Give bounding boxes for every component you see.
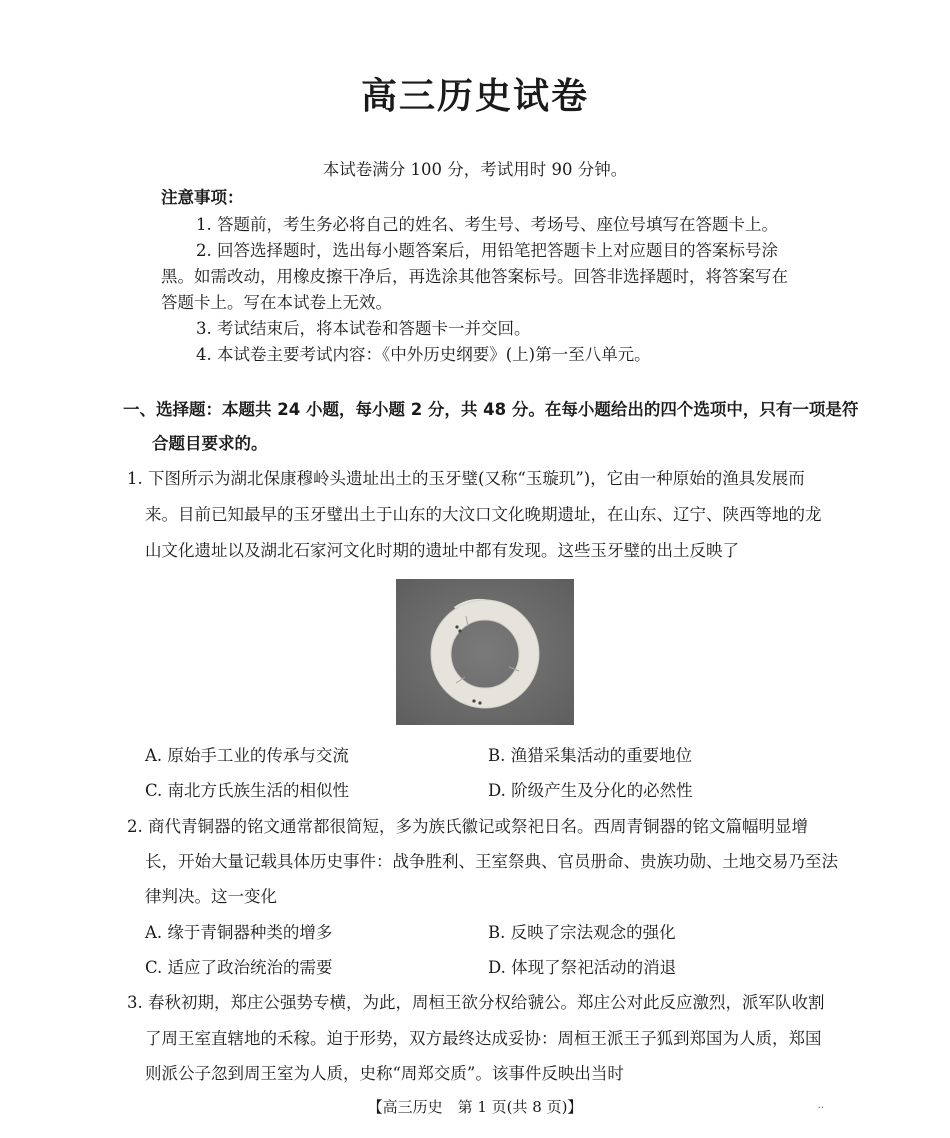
option-d[interactable]: D. 阶级产生及分化的必然性 <box>488 781 693 800</box>
jade-bi-image <box>396 579 574 725</box>
section-heading-cont: 合题目要求的。 <box>152 434 268 453</box>
question-3-text: 3. 春秋初期，郑庄公强势专横，为此，周桓王欲分权给虢公。郑庄公对此反应激烈，派军队收割 <box>127 993 825 1012</box>
notice-heading: 注意事项： <box>161 188 244 207</box>
section-heading: 一、选择题：本题共 24 小题，每小题 2 分，共 48 分。在每小题给出的四个选项中，只有一项是符 <box>123 400 859 419</box>
page-title: 高三历史试卷 <box>360 76 589 117</box>
option-c[interactable]: C. 南北方氏族生活的相似性 <box>145 781 350 800</box>
jade-bi-photo <box>396 579 574 725</box>
question-2-text: 长，开始大量记载具体历史事件：战争胜利、王室祭典、官员册命、贵族功勋、土地交易乃至法 <box>145 852 838 871</box>
notice-line: 黑。如需改动，用橡皮擦干净后，再选涂其他答案标号。回答非选择题时，将答案写在 <box>161 267 788 286</box>
option-b[interactable]: B. 反映了宗法观念的强化 <box>488 923 676 942</box>
notice-line: 3. 考试结束后，将本试卷和答题卡一并交回。 <box>196 319 531 338</box>
notice-line: 1. 答题前，考生务必将自己的姓名、考生号、考场号、座位号填写在答题卡上。 <box>196 215 778 234</box>
exam-info: 本试卷满分 100 分，考试用时 90 分钟。 <box>322 160 628 179</box>
option-d[interactable]: D. 体现了祭祀活动的消退 <box>488 958 677 977</box>
notice-line: 答题卡上。写在本试卷上无效。 <box>161 293 392 312</box>
notice-line: 2. 回答选择题时，选出每小题答案后，用铅笔把答题卡上对应题目的答案标号涂 <box>196 241 778 260</box>
option-a[interactable]: A. 缘于青铜器种类的增多 <box>145 923 333 942</box>
question-2-text: 2. 商代青铜器的铭文通常都很简短，多为族氏徽记或祭祀日名。西周青铜器的铭文篇幅明显增 <box>127 817 808 836</box>
corner-mark: .. <box>817 1100 824 1111</box>
question-1-text: 山文化遗址以及湖北石家河文化时期的遗址中都有发现。这些玉牙璧的出土反映了 <box>145 541 739 560</box>
option-a[interactable]: A. 原始手工业的传承与交流 <box>145 746 349 765</box>
option-c[interactable]: C. 适应了政治统治的需要 <box>145 958 333 977</box>
question-1-text: 来。目前已知最早的玉牙璧出土于山东的大汶口文化晚期遗址，在山东、辽宁、陕西等地的龙 <box>145 505 822 524</box>
option-b[interactable]: B. 渔猎采集活动的重要地位 <box>488 746 693 765</box>
page-footer: 【高三历史 第 1 页(共 8 页)】 <box>367 1098 583 1116</box>
question-3-text: 则派公子忽到周王室为人质，史称“周郑交质”。该事件反映出当时 <box>145 1064 624 1083</box>
notice-line: 4. 本试卷主要考试内容：《中外历史纲要》(上)第一至八单元。 <box>196 345 651 364</box>
question-2-text: 律判决。这一变化 <box>145 887 277 906</box>
question-1-text: 1. 下图所示为湖北保康穆岭头遗址出土的玉牙璧(又称“玉璇玑”)，它由一种原始的渔具发展而 <box>127 469 805 488</box>
question-3-text: 了周王室直辖地的禾稼。迫于形势，双方最终达成妥协：周桓王派王子狐到郑国为人质，郑国 <box>145 1029 822 1048</box>
